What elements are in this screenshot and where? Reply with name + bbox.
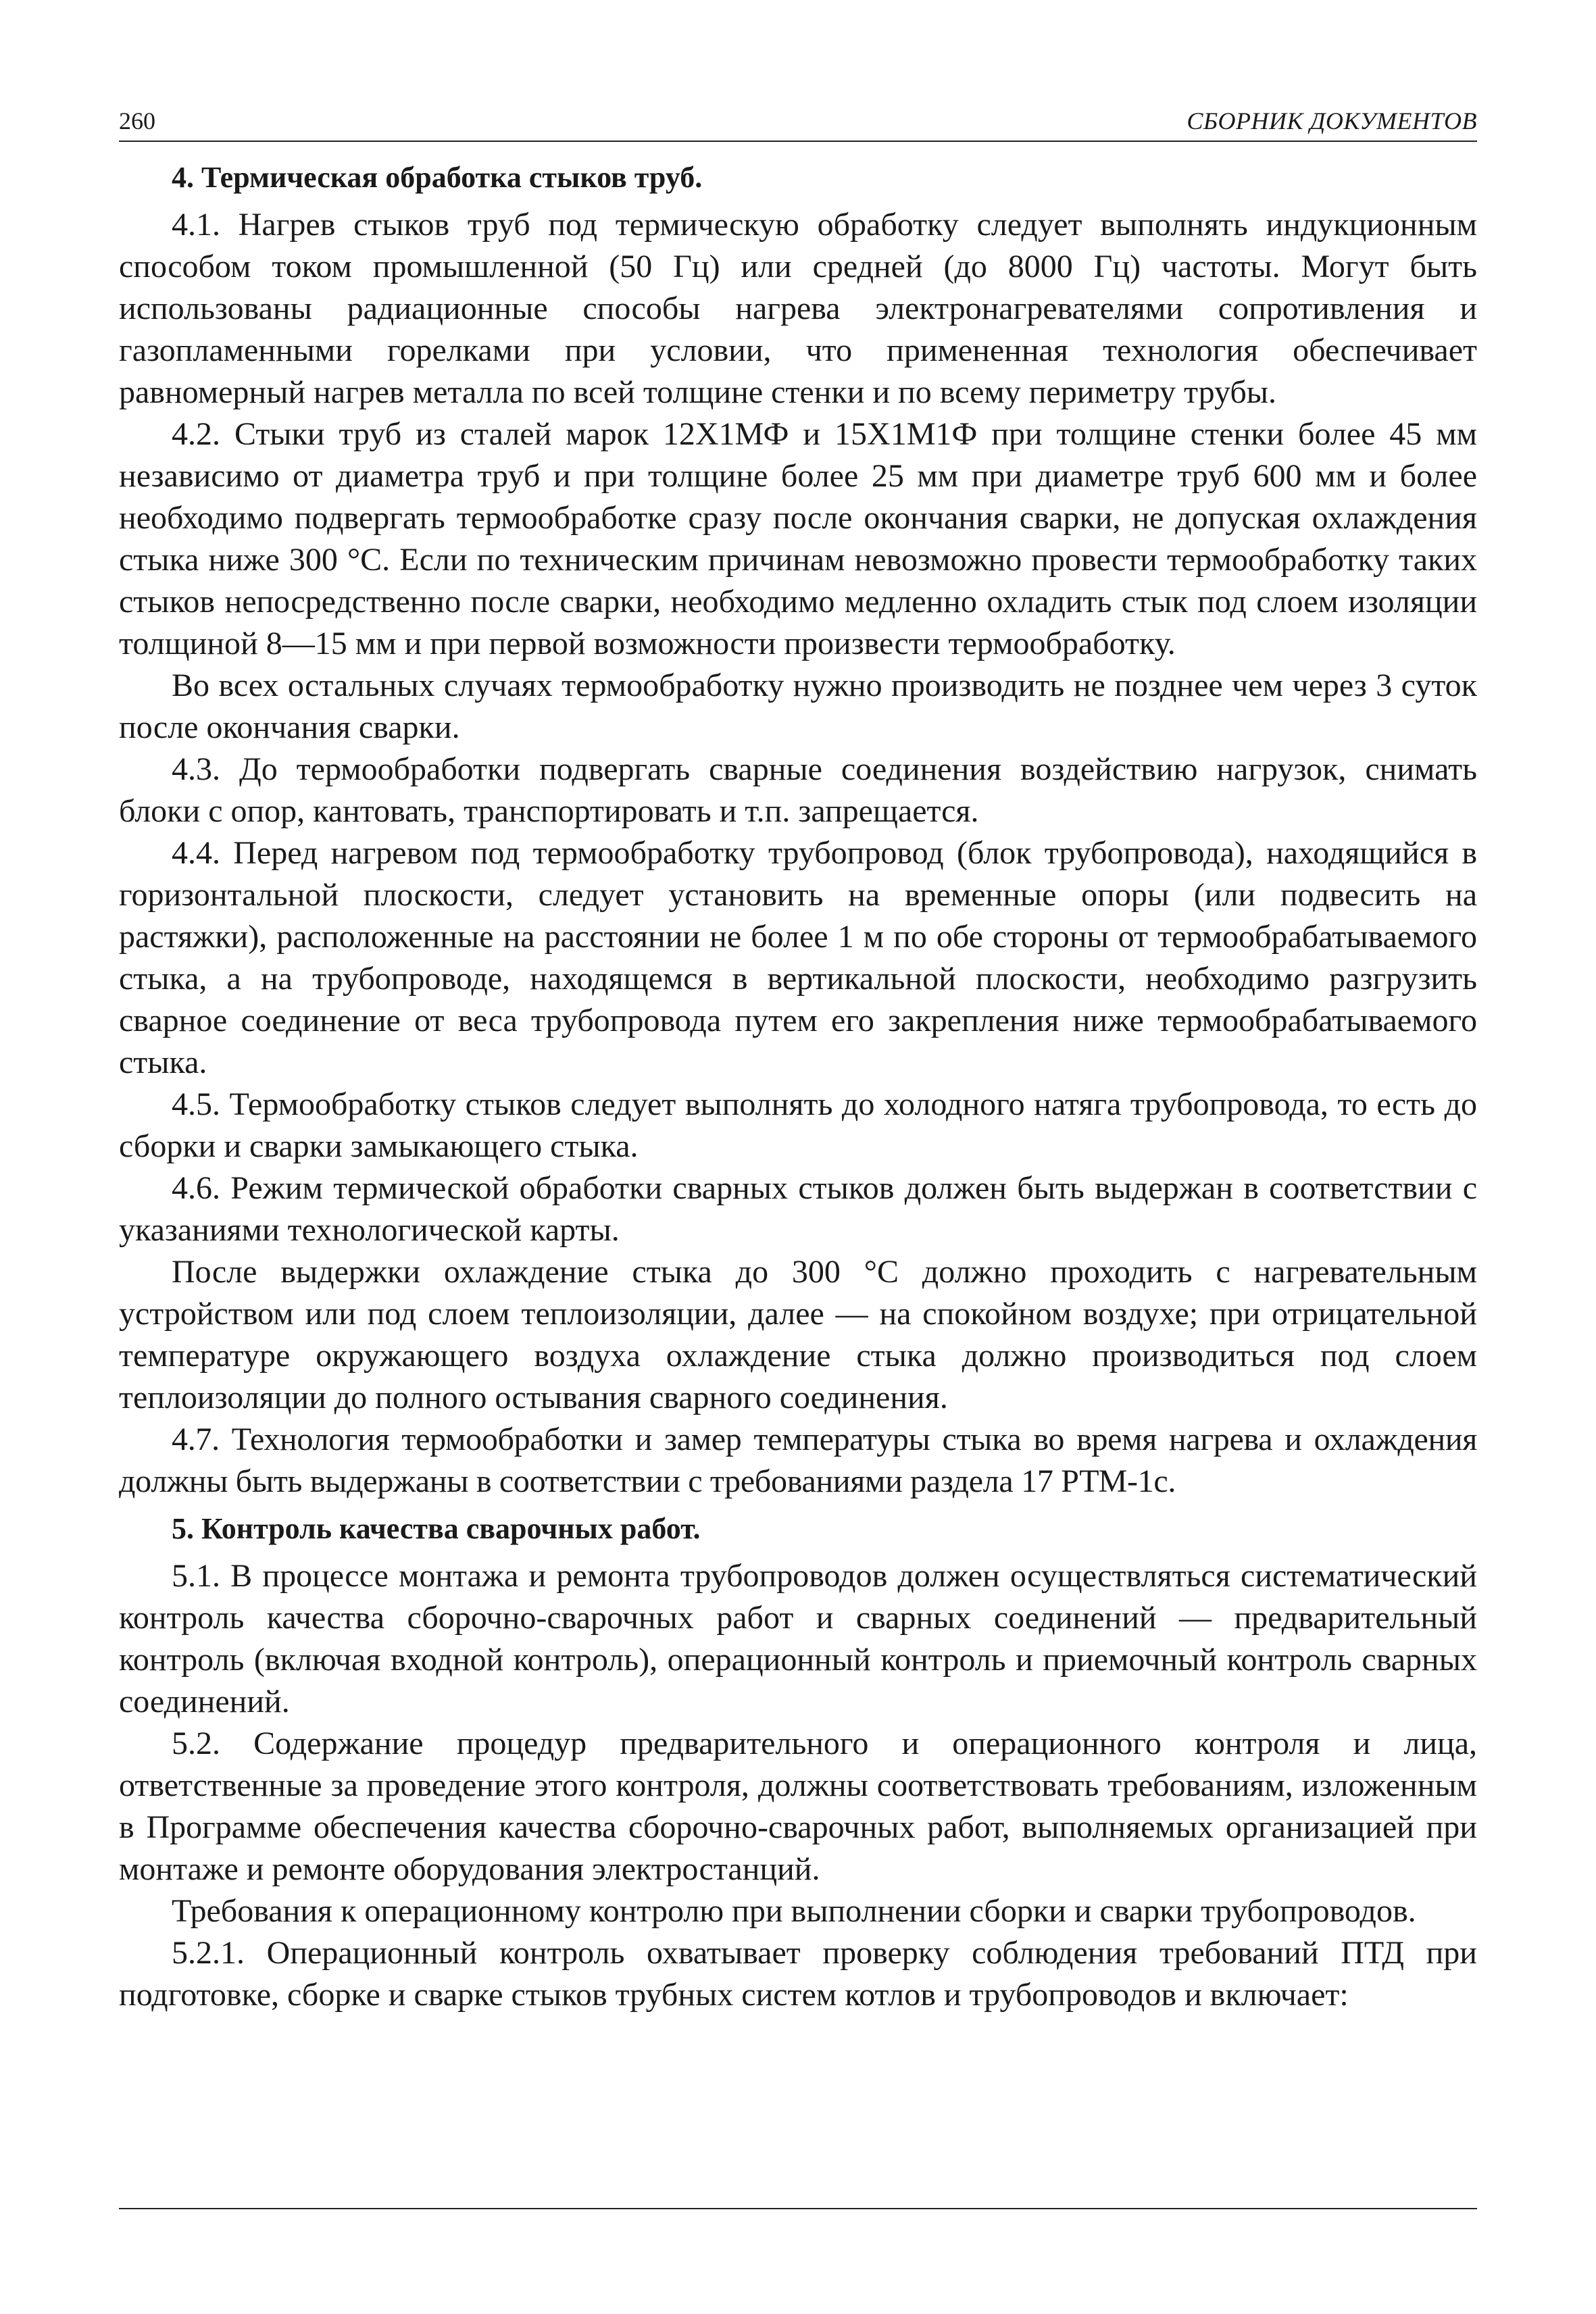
paragraph-4-7: 4.7. Технология термообработки и замер температуры стыка во время нагрева и охлаждения должны быть выдержаны в соответствии с требованиями раздела 17 РТМ-1с. [119,1422,1477,1499]
paragraph-4-4: 4.4. Перед нагревом под термообработку трубопровод (блок трубопровода), находящийся в горизонтальной плоскости, следует установить на временные опоры (или подвесить на растяжки), расположенные на расстоянии не более 1 м по обе стороны от термообрабатываемого стыка, а на трубопроводе, находящемся в вертикальной плоскости, необходимо разгрузить сварное соединение от веса трубопровода путем его закрепления ниже термообрабатываемого стыка. [119,835,1477,1080]
section-heading-4: 4. Термическая обработка стыков труб. [172,161,703,194]
paragraph-5-2-1: 5.2.1. Операционный контроль охватывает проверку соблюдения требований ПТД при подготовке, сборке и сварке стыков трубных систем котлов и трубопроводов и включает: [119,1935,1477,2013]
document-page [119,101,1477,2216]
collection-title: СБОРНИК ДОКУМЕНТОВ [1187,107,1477,134]
paragraph-4-1: 4.1. Нагрев стыков труб под термическую обработку следует выполнять индукционным способом током промышленной (50 Гц) или средней (до 8000 Гц) частоты. Могут быть использованы радиационные способы нагрева электронагревателями сопротивления и газопламенными горелками при условии, что примененная технология обеспечивает равномерный нагрев металла по всей толщине стенки и по всему периметру трубы. [119,207,1477,410]
running-header [119,101,1477,142]
paragraph-4-5: 4.5. Термообработку стыков следует выполнять до холодного натяга трубопровода, то есть до сборки и сварки замыкающего стыка. [119,1086,1477,1164]
paragraph-5-2: 5.2. Содержание процедур предварительного и операционного контроля и лица, ответственные за проведение этого контроля, должны соответствовать требованиям, изложенным в Программе обеспечения качества сборочно-сварочных работ, выполняемых организацией при монтаже и ремонте оборудования электростанций. [119,1726,1477,1887]
paragraph-5-1: 5.1. В процессе монтажа и ремонта трубопроводов должен осуществляться систематический контроль качества сборочно-сварочных работ и сварных соединений — предварительный контроль (включая входной контроль), операционный контроль и приемочный контроль сварных соединений. [119,1558,1477,1719]
section-heading-5: 5. Контроль качества сварочных работ. [172,1512,701,1545]
paragraph-4-3: 4.3. До термообработки подвергать сварные соединения воздействию нагрузок, снимать блоки с опор, кантовать, транспортировать и т.п. запрещается. [119,751,1477,829]
paragraph-4-6-cooling: После выдержки охлаждение стыка до 300 °С должно проходить с нагревательным устройством или под слоем теплоизоляции, далее — на спокойном воздухе; при отрицательной температуре окружающего воздуха охлаждение стыка должно производиться под слоем теплоизоляции до полного остывания сварного соединения. [119,1254,1477,1415]
document-body [119,157,1477,2016]
paragraph-4-2-note: Во всех остальных случаях термообработку нужно производить не позднее чем через 3 суток после окончания сварки. [119,668,1477,745]
paragraph-4-2: 4.2. Стыки труб из сталей марок 12Х1МФ и 15Х1М1Ф при толщине стенки более 45 мм независимо от диаметра труб и при толщине более 25 мм при диаметре труб 600 мм и более необходимо подвергать термообработке сразу после окончания сварки, не допуская охлаждения стыка ниже 300 °С. Если по техническим причинам невозможно провести термообработку таких стыков непосредственно после сварки, необходимо медленно охладить стык под слоем изоляции толщиной 8—15 мм и при первой возможности произвести термообработку. [119,416,1477,661]
page-number: 260 [119,107,155,134]
bottom-divider [119,2208,1477,2209]
paragraph-4-6: 4.6. Режим термической обработки сварных стыков должен быть выдержан в соответствии с указаниями технологической карты. [119,1170,1477,1248]
paragraph-5-2-requirements: Требования к операционному контролю при выполнении сборки и сварки трубопроводов. [172,1893,1416,1929]
